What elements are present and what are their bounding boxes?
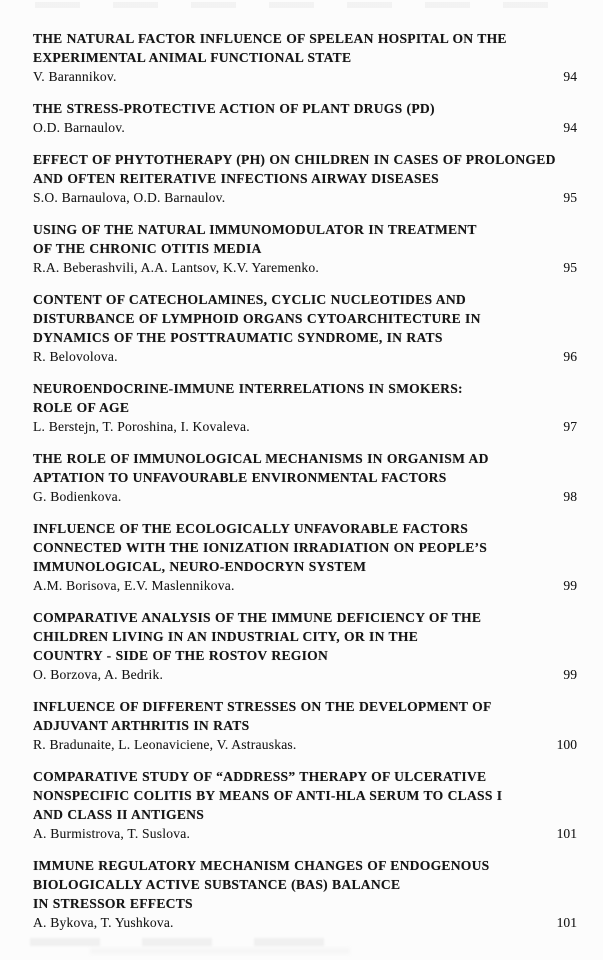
entry-title-line: DYNAMICS OF THE POSTTRAUMATIC SYNDROME, IN RATS (33, 330, 443, 345)
toc-entry (33, 220, 577, 277)
scan-noise-bottom (30, 938, 360, 946)
entry-meta (33, 913, 577, 932)
entry-page-number: 101 (556, 915, 577, 930)
entry-authors: O.D. Barnaulov. (33, 120, 125, 135)
entry-title-line: CONTENT OF CATECHOLAMINES, CYCLIC NUCLEOTIDES AND (33, 292, 466, 307)
toc-entry (33, 608, 577, 684)
entry-authors: V. Barannikov. (33, 69, 117, 84)
scan-noise-top (35, 2, 580, 8)
entry-page-number: 95 (563, 260, 577, 275)
toc-entry (33, 150, 577, 207)
toc-entry (33, 767, 577, 843)
entry-page-number: 95 (563, 190, 577, 205)
entry-page-number: 96 (563, 349, 577, 364)
entry-title (33, 379, 577, 417)
entry-page-number: 101 (556, 826, 577, 841)
scan-noise-bottom (90, 948, 350, 954)
entry-authors: A. Burmistrova, T. Suslova. (33, 826, 191, 841)
entry-title (33, 519, 577, 576)
entry-meta (33, 347, 577, 366)
toc-entry (33, 29, 577, 86)
entry-title-line: INFLUENCE OF THE ECOLOGICALLY UNFAVORABLE FACTORS (33, 521, 469, 536)
entry-title-line: CONNECTED WITH THE IONIZATION IRRADIATION ON PEOPLE’S (33, 540, 488, 555)
entry-title-line: IMMUNOLOGICAL, NEURO-ENDOCRYN SYSTEM (33, 559, 367, 574)
entry-title-line: ROLE OF AGE (33, 400, 130, 415)
entry-meta (33, 665, 577, 684)
entry-meta (33, 735, 577, 754)
entry-authors: S.O. Barnaulova, O.D. Barnaulov. (33, 190, 226, 205)
toc-entry (33, 697, 577, 754)
entry-page-number: 98 (563, 489, 577, 504)
entry-title-line: BIOLOGICALLY ACTIVE SUBSTANCE (BAS) BALANCE (33, 877, 401, 892)
entry-title-line: EXPERIMENTAL ANIMAL FUNCTIONAL STATE (33, 50, 352, 65)
toc-entry (33, 449, 577, 506)
entry-title-line: APTATION TO UNFAVOURABLE ENVIRONMENTAL FACTORS (33, 470, 447, 485)
entry-title-line: NEUROENDOCRINE-IMMUNE INTERRELATIONS IN SMOKERS: (33, 381, 463, 396)
entry-authors: G. Bodienkova. (33, 489, 122, 504)
entry-authors: R.A. Beberashvili, A.A. Lantsov, K.V. Yaremenko. (33, 260, 319, 275)
entry-title-line: AND OFTEN REITERATIVE INFECTIONS AIRWAY DISEASES (33, 171, 439, 186)
entry-meta (33, 258, 577, 277)
entry-title-line: INFLUENCE OF DIFFERENT STRESSES ON THE DEVELOPMENT OF (33, 699, 492, 714)
entry-title-line: IMMUNE REGULATORY MECHANISM CHANGES OF ENDOGENOUS (33, 858, 490, 873)
entry-page-number: 99 (563, 578, 577, 593)
entry-title (33, 290, 577, 347)
entry-title-line: USING OF THE NATURAL IMMUNOMODULATOR IN TREATMENT (33, 222, 477, 237)
entry-page-number: 100 (556, 737, 577, 752)
entry-title-line: THE NATURAL FACTOR INFLUENCE OF SPELEAN HOSPITAL ON THE (33, 31, 507, 46)
entry-title-line: EFFECT OF PHYTOTHERAPY (PH) ON CHILDREN IN CASES OF PROLONGED (33, 152, 556, 167)
toc-entry (33, 856, 577, 932)
entry-meta (33, 576, 577, 595)
entry-title (33, 767, 577, 824)
entry-authors: R. Bradunaite, L. Leonaviciene, V. Astrauskas. (33, 737, 297, 752)
entry-authors: O. Borzova, A. Bedrik. (33, 667, 164, 682)
entry-title (33, 449, 577, 487)
entry-title-line: AND CLASS II ANTIGENS (33, 807, 205, 822)
entry-title-line: COMPARATIVE STUDY OF “ADDRESS” THERAPY OF ULCERATIVE (33, 769, 487, 784)
entry-title-line: THE ROLE OF IMMUNOLOGICAL MECHANISMS IN ORGANISM AD (33, 451, 489, 466)
entry-title (33, 29, 577, 67)
entry-authors: A. Bykova, T. Yushkova. (33, 915, 174, 930)
entry-page-number: 94 (563, 120, 577, 135)
entry-title-line: ADJUVANT ARTHRITIS IN RATS (33, 718, 250, 733)
entry-title-line: DISTURBANCE OF LYMPHOID ORGANS CYTOARCHITECTURE IN (33, 311, 481, 326)
toc-entry (33, 379, 577, 436)
entry-meta (33, 188, 577, 207)
entry-title (33, 608, 577, 665)
entry-authors: A.M. Borisova, E.V. Maslennikova. (33, 578, 235, 593)
entry-title (33, 856, 577, 913)
entry-meta (33, 118, 577, 137)
entry-authors: L. Berstejn, T. Poroshina, I. Kovaleva. (33, 419, 250, 434)
entry-title-line: IN STRESSOR EFFECTS (33, 896, 193, 911)
entry-title-line: OF THE CHRONIC OTITIS MEDIA (33, 241, 262, 256)
entry-page-number: 94 (563, 69, 577, 84)
entry-title-line: THE STRESS-PROTECTIVE ACTION OF PLANT DRUGS (PD) (33, 101, 435, 116)
entry-title-line: COMPARATIVE ANALYSIS OF THE IMMUNE DEFICIENCY OF THE (33, 610, 482, 625)
entry-page-number: 99 (563, 667, 577, 682)
entry-title-line: CHILDREN LIVING IN AN INDUSTRIAL CITY, OR IN THE (33, 629, 419, 644)
toc-entry (33, 519, 577, 595)
entry-meta (33, 824, 577, 843)
entry-title (33, 697, 577, 735)
entry-meta (33, 487, 577, 506)
entry-title (33, 99, 577, 118)
entry-title (33, 150, 577, 188)
entry-title-line: NONSPECIFIC COLITIS BY MEANS OF ANTI-HLA SERUM TO CLASS I (33, 788, 503, 803)
entry-title-line: COUNTRY - SIDE OF THE ROSTOV REGION (33, 648, 329, 663)
toc-entry (33, 290, 577, 366)
entry-title (33, 220, 577, 258)
entry-meta (33, 417, 577, 436)
entry-authors: R. Belovolova. (33, 349, 118, 364)
toc-entry (33, 99, 577, 137)
entry-page-number: 97 (563, 419, 577, 434)
entry-meta (33, 67, 577, 86)
